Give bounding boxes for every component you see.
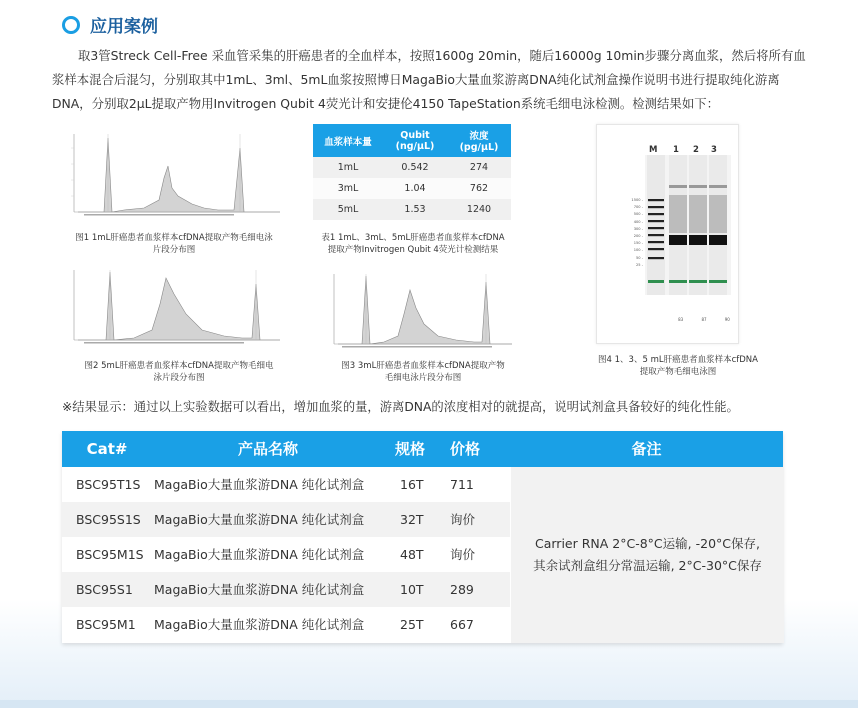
intro-paragraph: [52, 44, 812, 116]
lane-label: 3: [711, 145, 717, 155]
product-table: [62, 431, 783, 643]
cell-name: MagaBio大量血浆游DNA 纯化试剂盒: [154, 512, 365, 527]
table-row: [313, 157, 511, 178]
table-row: [313, 178, 511, 199]
col-conc: 浓度 (pg/μL): [447, 124, 511, 157]
circle-icon: [62, 16, 80, 34]
cell-price: 289: [450, 582, 474, 597]
ladder-labels: 1500 - 700 - 500 - 400 - 300 - 200 - 150 - 100 - 50 - 25 -: [631, 198, 643, 267]
table-row: [313, 199, 511, 220]
cell-name: MagaBio大量血浆游DNA 纯化试剂盒: [154, 617, 365, 632]
section-header: [62, 12, 158, 37]
lane-percentages: 83 87 90: [678, 317, 730, 322]
cell-price: 711: [450, 477, 474, 492]
note-cell: [510, 467, 784, 643]
note-line: 其余试剂盒组分常温运输, 2°C-30°C保存: [533, 558, 762, 573]
cell-spec: 16T: [400, 477, 424, 492]
cell-spec: 10T: [400, 582, 424, 597]
cell-name: MagaBio大量血浆游DNA 纯化试剂盒: [154, 547, 365, 562]
cell-conc: 274: [447, 157, 511, 178]
header-spec: 规格: [394, 440, 425, 458]
header-cat: Cat#: [86, 440, 128, 458]
table-row: [62, 572, 510, 607]
header-note: 备注: [631, 440, 662, 458]
electropherogram-fig1: [64, 128, 286, 228]
lane-label: M: [649, 145, 658, 155]
cell-spec: 32T: [400, 512, 424, 527]
cell-price: 询价: [450, 547, 476, 562]
lane-label: 2: [693, 145, 699, 155]
cell-conc: 1240: [447, 199, 511, 220]
result-text: ※结果显示：通过以上实验数据可以看出，增加血浆的量，游离DNA的浓度相对的就提高，说明试剂盒具备较好的纯化性能。: [62, 400, 739, 414]
cell-qubit: 1.04: [383, 178, 447, 199]
cell-cat: BSC95M1S: [76, 547, 144, 562]
note-line: Carrier RNA 2°C-8°C运输, -20°C保存,: [535, 536, 760, 551]
col-qubit: Qubit (ng/μL): [383, 124, 447, 157]
col-volume: 血浆样本量: [313, 124, 383, 157]
table-row: [62, 467, 510, 502]
cell-spec: 25T: [400, 617, 424, 632]
table-row: [62, 607, 510, 642]
lane-label: 1: [673, 145, 679, 155]
background-strip: [0, 700, 858, 708]
cell-volume: 3mL: [313, 178, 383, 199]
gel-image: [596, 124, 739, 344]
section-title: 应用案例: [90, 17, 158, 37]
cell-cat: BSC95S1: [76, 582, 133, 597]
product-table-header: [62, 431, 783, 467]
intro-text: 取3管Streck Cell-Free 采血管采集的肝癌患者的全血样本，按照1600g 20min，随后16000g 10min步骤分离血浆，然后将所有血浆样本混合后混匀，分别取其中1mL、3ml、5mL血浆按照博日MagaBio大量血浆游离DNA纯化试剂盒操作说明书进行提取纯化游离DNA，分别取2μL提取产物用Invitrogen Qubit 4荧光计和安捷伦4150 TapeStation系统毛细电泳检测。检测结果如下：: [52, 48, 806, 111]
cell-volume: 5mL: [313, 199, 383, 220]
cell-qubit: 0.542: [383, 157, 447, 178]
electropherogram-fig2: [64, 264, 286, 354]
header-price: 价格: [449, 440, 480, 458]
cell-cat: BSC95T1S: [76, 477, 141, 492]
table-row: [62, 502, 510, 537]
cell-name: MagaBio大量血浆游DNA 纯化试剂盒: [154, 582, 365, 597]
cell-conc: 762: [447, 178, 511, 199]
cell-qubit: 1.53: [383, 199, 447, 220]
cell-price: 询价: [450, 512, 476, 527]
table1-caption: 表1 1mL、3mL、5mL肝癌患者血浆样本cfDNA提取产物Invitrogen Qubit 4荧光计检测结果: [321, 233, 505, 255]
header-name: 产品名称: [237, 440, 298, 458]
cell-cat: BSC95S1S: [76, 512, 141, 527]
fig4-caption: 图4 1、3、5 mL肝癌患者血浆样本cfDNA提取产物毛细电泳图: [598, 355, 758, 377]
cell-price: 667: [450, 617, 474, 632]
table-row: [62, 537, 510, 572]
cell-name: MagaBio大量血浆游DNA 纯化试剂盒: [154, 477, 365, 492]
fig1-caption: 图1 1mL肝癌患者血浆样本cfDNA提取产物毛细电泳片段分布图: [75, 233, 273, 255]
gel-lanes: [645, 155, 731, 295]
fig3-caption: 图3 3mL肝癌患者血浆样本cfDNA提取产物毛细电泳片段分布图: [341, 361, 505, 383]
electropherogram-fig3: [326, 268, 516, 358]
cell-cat: BSC95M1: [76, 617, 136, 632]
cell-volume: 1mL: [313, 157, 383, 178]
fig2-caption: 图2 5mL肝癌患者血浆样本cfDNA提取产物毛细电泳片段分布图: [84, 361, 274, 383]
qubit-table: [313, 124, 511, 220]
cell-spec: 48T: [400, 547, 424, 562]
